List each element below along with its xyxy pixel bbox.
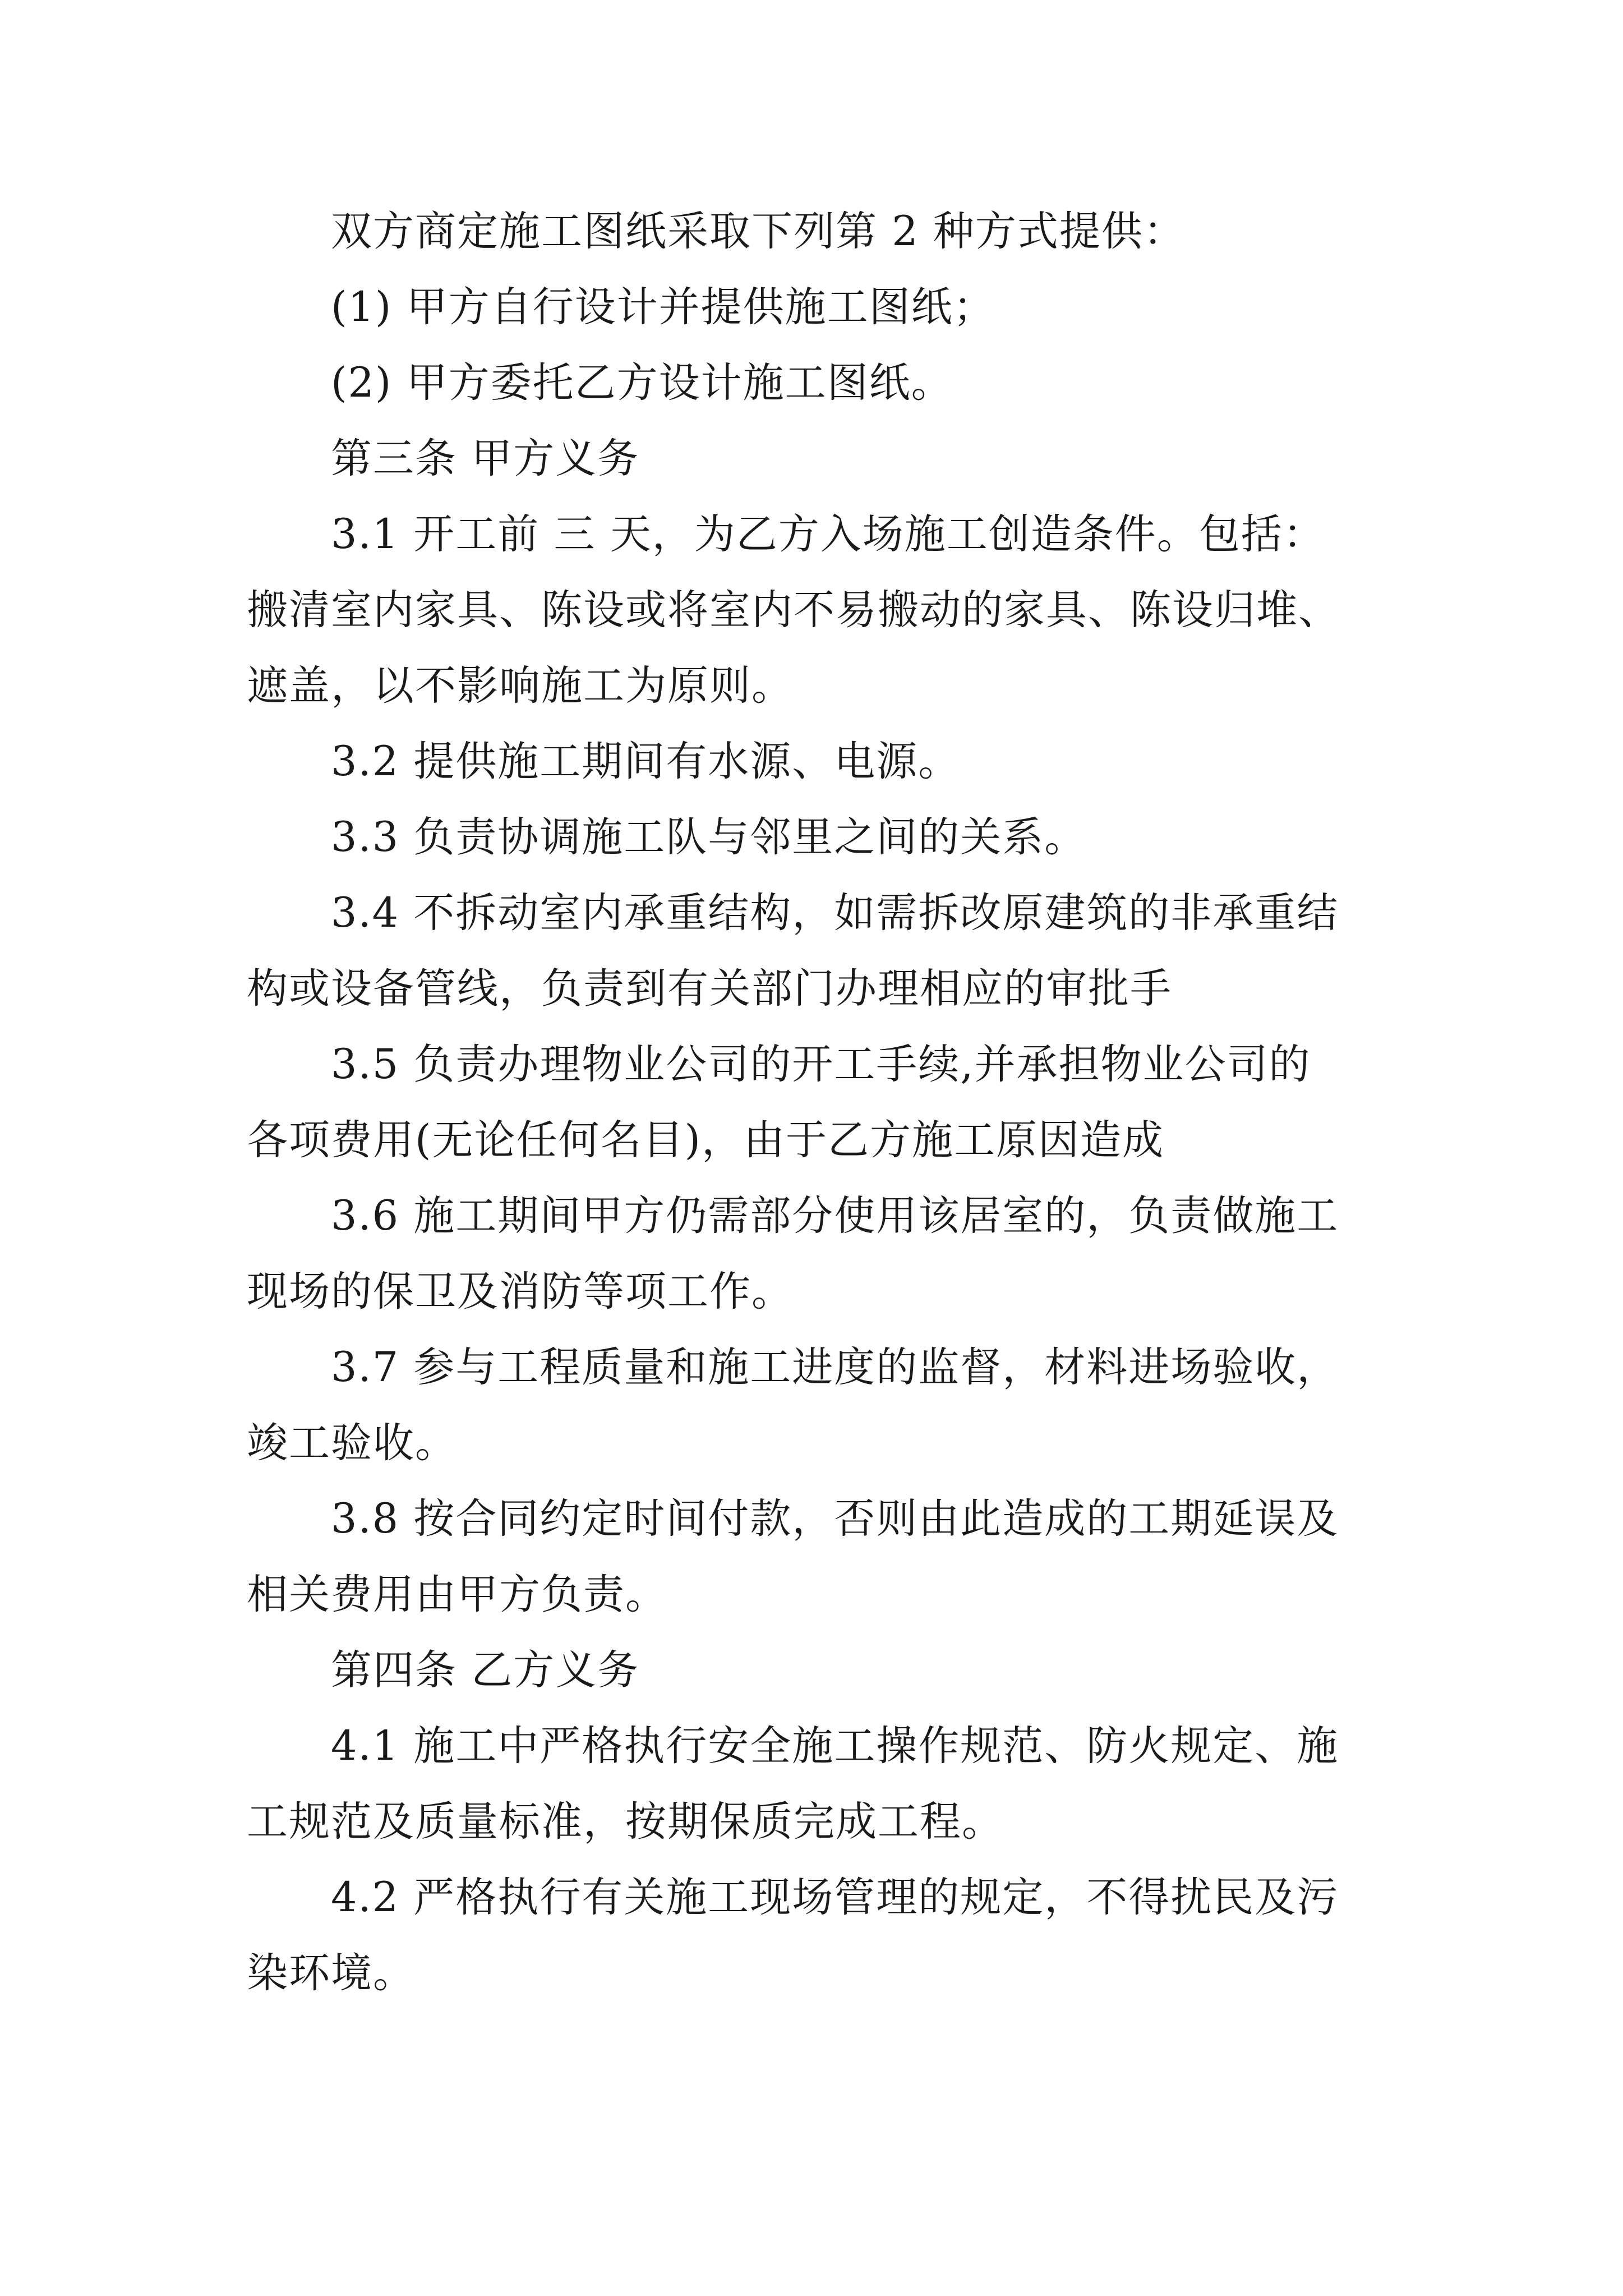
text-line: 3.5 负责办理物业公司的开工手续,并承担物业公司的: [331, 1041, 1311, 1088]
text-line: 4.2 严格执行有关施工现场管理的规定，不得扰民及污: [331, 1874, 1339, 1921]
text-line: 工规范及质量标准，按期保质完成工程。: [247, 1798, 1004, 1846]
text-line: 3.6 施工期间甲方仍需部分使用该居室的，负责做施工: [331, 1192, 1339, 1240]
text-line: 双方商定施工图纸采取下列第 2 种方式提供：: [331, 208, 1186, 255]
text-line: 遮盖，以不影响施工为原则。: [247, 662, 794, 710]
text-line: 各项费用(无论任何名目)，由于乙方施工原因造成: [247, 1116, 1164, 1164]
text-line: (2) 甲方委托乙方设计施工图纸。: [331, 359, 953, 407]
text-line: (1) 甲方自行设计并提供施工图纸；: [331, 283, 995, 331]
text-line: 3.7 参与工程质量和施工进度的监督，材料进场验收，: [331, 1343, 1339, 1391]
text-line: 相关费用由甲方负责。: [247, 1571, 667, 1618]
text-line: 染环境。: [247, 1949, 415, 1997]
text-line: 3.1 开工前 三 天，为乙方入场施工创造条件。包括：: [331, 510, 1325, 558]
text-line: 竣工验收。: [247, 1419, 457, 1467]
text-line: 搬清室内家具、陈设或将室内不易搬动的家具、陈设归堆、: [247, 586, 1340, 634]
text-line: 构或设备管线，负责到有关部门办理相应的审批手: [247, 965, 1172, 1013]
text-line: 3.3 负责协调施工队与邻里之间的关系。: [331, 813, 1087, 861]
text-line: 3.8 按合同约定时间付款，否则由此造成的工期延误及: [331, 1495, 1339, 1543]
text-line: 3.2 提供施工期间有水源、电源。: [331, 738, 961, 785]
section-heading-article-4: 第四条 乙方义务: [331, 1646, 640, 1694]
document-body: [247, 194, 1385, 2011]
text-line: 4.1 施工中严格执行安全施工操作规范、防火规定、施: [331, 1722, 1339, 1770]
text-line: 3.4 不拆动室内承重结构，如需拆改原建筑的非承重结: [331, 889, 1339, 937]
section-heading-article-3: 第三条 甲方义务: [331, 435, 640, 482]
text-line: 现场的保卫及消防等项工作。: [247, 1268, 794, 1315]
